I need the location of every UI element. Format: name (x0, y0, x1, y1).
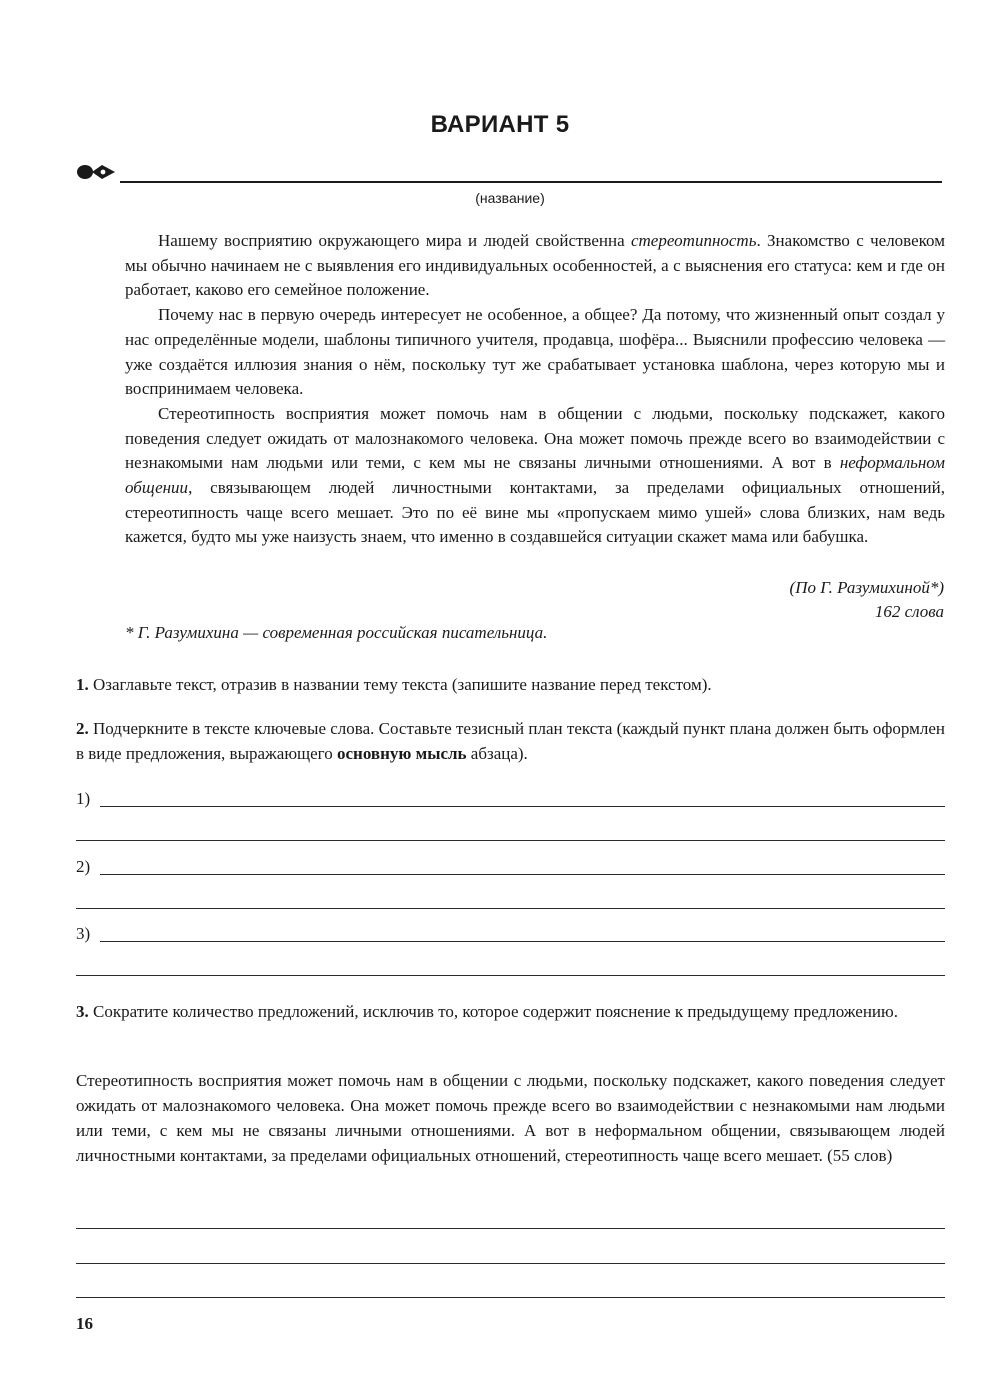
variant-title: ВАРИАНТ 5 (430, 111, 570, 138)
answer-line-1[interactable] (76, 1228, 945, 1229)
paragraph-2: Почему нас в первую очередь интересует не особенное, а общее? Да потому, что жизненный опыт создал у нас определённые модели, шаблоны типичного учителя, продавца, шофёра... Выяснили профессию человека — уже создаётся иллюзия знания о нём, поскольку тут же срабатывает установка шаблона, через которую мы и воспринимаем человека. (125, 305, 945, 399)
plan-item-2-label: 2) (76, 857, 91, 876)
answer-line-3[interactable] (76, 1297, 945, 1298)
excerpt-paragraph: Стереотипность восприятия может помочь нам в общении с людьми, поскольку подскажет, какого поведения следует ожидать от малознакомого человека. Она может помочь прежде всего во взаимодействии с незнакомыми нам людьми или теми, с кем мы не связаны личными отношениями. А вот в неформальном общении, связывающем людей личностными контактами, за пределами официальных отношений, стереотипность чаще всего мешает. (55 слов) (76, 1071, 945, 1165)
task-1-number: 1. (76, 675, 89, 694)
plan-item-1-line-2[interactable] (76, 840, 945, 841)
plan-item-1-line[interactable] (100, 806, 945, 807)
plan-item-2-line[interactable] (100, 874, 945, 875)
title-write-line[interactable] (120, 181, 942, 183)
paragraph-3: Стереотипность восприятия может помочь нам в общении с людьми, поскольку подскажет, какого поведения следует ожидать от малознакомого человека. Она может помочь прежде всего во взаимодействии с незнакомыми нам людьми или теми, с кем мы не связаны личными отношениями. А вот в неформальном общении, связывающем людей личностными контактами, за пределами официальных отношений, стереотипность чаще всего мешает. Это по её вине мы «пропускаем мимо ушей» слова близких, нам ведь кажется, будто мы уже наизусть знаем, что именно в создавшейся ситуации скажет мама или бабушка. (125, 403, 945, 547)
author-attribution: (По Г. Разумихиной*) (789, 578, 944, 597)
main-text (125, 229, 945, 550)
paragraph-1: Нашему восприятию окружающего мира и людей свойственна стереотипность. Знакомство с человеком мы обычно начинаем не с выявления его индивидуальных особенностей, а с выяснения его статуса: кем и где он работает, каково его семейное положение. (125, 231, 945, 300)
page-number: 16 (76, 1314, 93, 1333)
title-caption: (название) (475, 190, 545, 206)
plan-item-3-line-2[interactable] (76, 975, 945, 976)
task-3-number: 3. (76, 1002, 89, 1021)
task-1: 1. Озаглавьте текст, отразив в названии тему текста (запишите название перед текстом). (76, 675, 712, 694)
answer-line-2[interactable] (76, 1263, 945, 1264)
pen-nib-icon (75, 160, 117, 184)
task-2-number: 2. (76, 719, 89, 738)
plan-item-3-label: 3) (76, 924, 91, 943)
task-3: 3. Сократите количество предложений, исключив то, которое содержит пояснение к предыдущему предложению. (76, 1002, 898, 1021)
word-count: 162 слова (874, 602, 944, 621)
footnote: * Г. Разумихина — современная российская писательница. (125, 623, 548, 642)
plan-item-3-line[interactable] (100, 941, 945, 942)
plan-item-1-label: 1) (76, 789, 91, 808)
attribution (790, 576, 944, 624)
plan-item-2-line-2[interactable] (76, 908, 945, 909)
task-2: 2. Подчеркните в тексте ключевые слова. Составьте тезисный план текста (каждый пункт плана должен быть оформлен в виде предложения, выражающего основную мысль абзаца). (76, 719, 945, 763)
